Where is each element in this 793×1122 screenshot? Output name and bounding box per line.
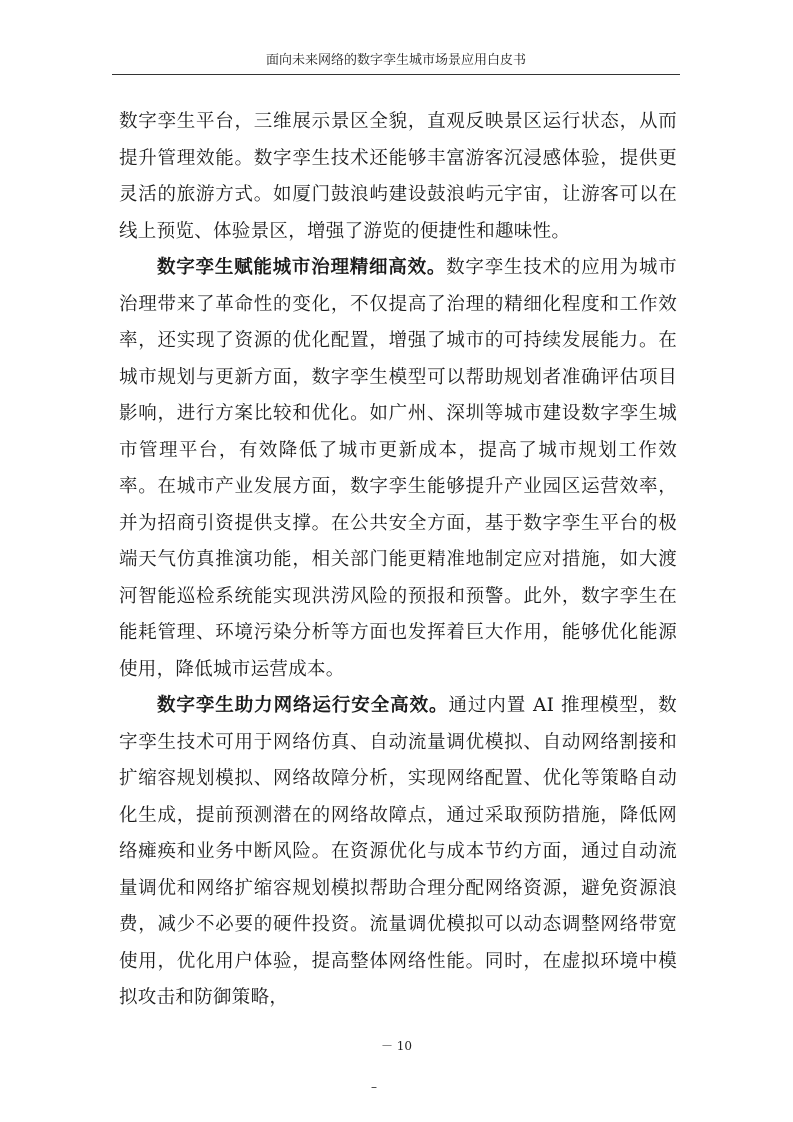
paragraph-3-lead: 数字孪生助力网络运行安全高效。: [157, 695, 449, 716]
header-rule: [112, 74, 680, 75]
paragraph-3: [119, 688, 677, 1017]
paragraph-1: [119, 104, 677, 250]
paragraph-1-text: 数字孪生平台，三维展示景区全貌，直观反映景区运行状态，从而提升管理效能。数字孪生技术还能够丰富游客沉浸感体验，提供更灵活的旅游方式。如厦门鼓浪屿建设鼓浪屿元宇宙，让游客可以在线上预览、体验景区，增强了游览的便捷性和趣味性。: [119, 111, 677, 242]
footer-mark: –: [371, 1080, 377, 1094]
paragraph-2: [119, 250, 677, 688]
paragraph-3-text: 通过内置 AI 推理模型，数字孪生技术可用于网络仿真、自动流量调优模拟、自动网络割接和扩缩容规划模拟、网络故障分析，实现网络配置、优化等策略自动化生成，提前预测潜在的网络故障点，通过采取预防措施，降低网络瘫痪和业务中断风险。在资源优化与成本节约方面，通过自动流量调优和网络扩缩容规划模拟帮助合理分配网络资源，避免资源浪费，减少不必要的硬件投资。流量调优模拟可以动态调整网络带宽使用，优化用户体验，提高整体网络性能。同时，在虚拟环境中模拟攻击和防御策略，: [119, 695, 677, 1008]
paragraph-2-text: 数字孪生技术的应用为城市治理带来了革命性的变化，不仅提高了治理的精细化程度和工作效率，还实现了资源的优化配置，增强了城市的可持续发展能力。在城市规划与更新方面，数字孪生模型可以帮助规划者准确评估项目影响，进行方案比较和优化。如广州、深圳等城市建设数字孪生城市管理平台，有效降低了城市更新成本，提高了城市规划工作效率。在城市产业发展方面，数字孪生能够提升产业园区运营效率，并为招商引资提供支撑。在公共安全方面，基于数字孪生平台的极端天气仿真推演功能，相关部门能更精准地制定应对措施，如大渡河智能巡检系统能实现洪涝风险的预报和预警。此外，数字孪生在能耗管理、环境污染分析等方面也发挥着巨大作用，能够优化能源使用，降低城市运营成本。: [119, 257, 677, 680]
document-body: [119, 104, 677, 1017]
page-number: － 10: [380, 1039, 413, 1053]
paragraph-2-lead: 数字孪生赋能城市治理精细高效。: [157, 257, 447, 278]
running-header: 面向未来网络的数字孪生城市场景应用白皮书: [265, 53, 526, 68]
